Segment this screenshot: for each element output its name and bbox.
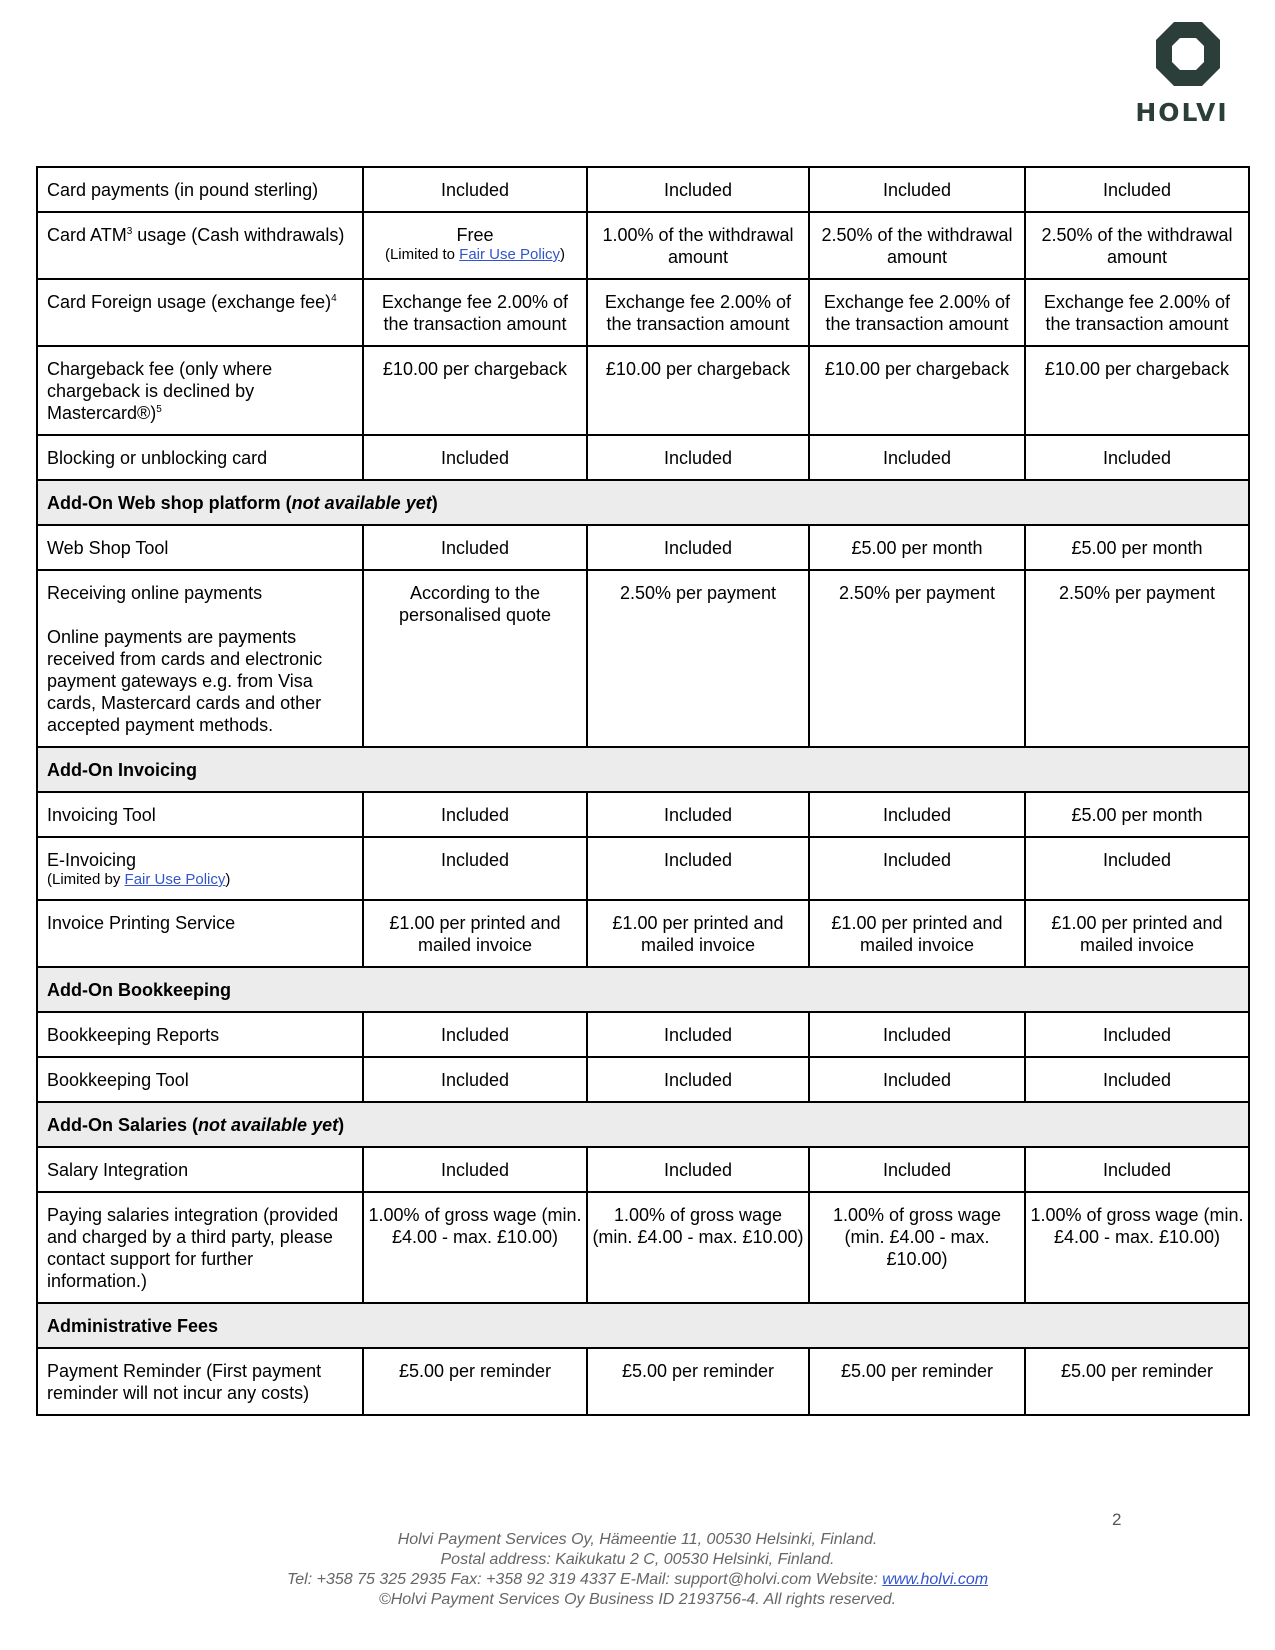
table-cell: Included (809, 1147, 1025, 1192)
table-cell: Included (363, 1057, 587, 1102)
table-cell: £5.00 per reminder (809, 1348, 1025, 1415)
table-cell: 1.00% of gross wage (min. £4.00 - max. £10.00) (363, 1192, 587, 1303)
footnote-ref: 4 (331, 293, 337, 304)
fair-use-policy-link[interactable]: Fair Use Policy (459, 246, 561, 263)
table-cell: 1.00% of gross wage (min. £4.00 - max. £10.00) (1025, 1192, 1249, 1303)
table-cell: Included (587, 1012, 809, 1057)
footer-address: Holvi Payment Services Oy, Hämeentie 11, 00530 Helsinki, Finland. (397, 1531, 878, 1548)
footnote-ref: 5 (156, 404, 162, 415)
table-cell: 1.00% of gross wage (min. £4.00 - max. £10.00) (809, 1192, 1025, 1303)
table-row (37, 1192, 1249, 1303)
table-cell: £5.00 per month (809, 525, 1025, 570)
logo-text: HOLVI (1135, 98, 1229, 127)
footer-copyright: ©Holvi Payment Services Oy Business ID 2193756-4. All rights reserved. (378, 1591, 897, 1608)
section-header-row (37, 1303, 1249, 1348)
table-row (37, 570, 1249, 747)
footer-postal: Postal address: Kaikukatu 2 C, 00530 Helsinki, Finland. (440, 1551, 835, 1568)
table-cell: Included (809, 1012, 1025, 1057)
table-cell: Included (587, 792, 809, 837)
table-cell: £5.00 per month (1025, 792, 1249, 837)
table-cell: Included (1025, 435, 1249, 480)
section-header-row (37, 747, 1249, 792)
table-cell: £5.00 per reminder (587, 1348, 809, 1415)
section-header-row (37, 1102, 1249, 1147)
table-row (37, 279, 1249, 346)
table-row (37, 1012, 1249, 1057)
row-label: Bookkeeping Reports (37, 1012, 363, 1057)
table-cell: 2.50% of the withdrawal amount (1025, 212, 1249, 279)
table-cell: £10.00 per chargeback (1025, 346, 1249, 435)
table-row (37, 212, 1249, 279)
table-cell: £5.00 per reminder (1025, 1348, 1249, 1415)
footer (0, 1530, 1275, 1610)
row-label: Salary Integration (37, 1147, 363, 1192)
table-cell: Included (363, 1012, 587, 1057)
section-header-row (37, 480, 1249, 525)
table-cell: £10.00 per chargeback (363, 346, 587, 435)
table-cell: Included (587, 525, 809, 570)
table-cell: Included (1025, 1012, 1249, 1057)
section-title: Add-On Web shop platform (not available yet) (37, 480, 1249, 525)
table-cell: Included (363, 792, 587, 837)
table-cell: 2.50% per payment (1025, 570, 1249, 747)
section-title: Add-On Salaries (not available yet) (37, 1102, 1249, 1147)
table-cell: 1.00% of gross wage (min. £4.00 - max. £10.00) (587, 1192, 809, 1303)
row-label: Invoice Printing Service (37, 900, 363, 967)
fair-use-policy-link[interactable]: Fair Use Policy (124, 871, 226, 888)
row-label: E-Invoicing (Limited by Fair Use Policy) (37, 837, 363, 900)
section-title: Administrative Fees (37, 1303, 1249, 1348)
section-header-row (37, 967, 1249, 1012)
row-label: Card payments (in pound sterling) (37, 167, 363, 212)
table-row (37, 435, 1249, 480)
table-cell: Included (809, 1057, 1025, 1102)
table-cell: £1.00 per printed and mailed invoice (1025, 900, 1249, 967)
table-cell: Included (1025, 167, 1249, 212)
table-cell: £5.00 per reminder (363, 1348, 587, 1415)
table-cell: Included (587, 167, 809, 212)
table-cell: £10.00 per chargeback (809, 346, 1025, 435)
row-label: Web Shop Tool (37, 525, 363, 570)
table-cell: Exchange fee 2.00% of the transaction amount (1025, 279, 1249, 346)
table-cell: Included (587, 1147, 809, 1192)
row-label: Card ATM$^3$ usage (Cash withdrawals) (37, 212, 363, 279)
table-cell: Included (1025, 1147, 1249, 1192)
table-cell: Free (Limited to Fair Use Policy) (363, 212, 587, 279)
website-link[interactable]: www.holvi.com (882, 1571, 989, 1588)
table-cell: Included (363, 167, 587, 212)
table-cell: 1.00% of the withdrawal amount (587, 212, 809, 279)
table-cell: £1.00 per printed and mailed invoice (809, 900, 1025, 967)
table-cell: Included (363, 837, 587, 900)
holvi-octagon-icon (1154, 20, 1222, 88)
section-title: Add-On Invoicing (37, 747, 1249, 792)
table-row (37, 525, 1249, 570)
table-cell: 2.50% per payment (587, 570, 809, 747)
table-cell: Included (363, 525, 587, 570)
table-row (37, 346, 1249, 435)
table-cell: Exchange fee 2.00% of the transaction amount (587, 279, 809, 346)
table-cell: Included (809, 167, 1025, 212)
row-note: Online payments are payments received from cards and electronic payment gateways e.g. from Visa cards, Mastercard cards and other accepted payment methods. (47, 627, 323, 735)
row-label: Paying salaries integration (provided and charged by a third party, please contact support for further information.) (37, 1192, 363, 1303)
table-cell: Included (809, 435, 1025, 480)
table-row (37, 1147, 1249, 1192)
table-cell: Included (363, 435, 587, 480)
footer-contact: Tel: +358 75 325 2935 Fax: +358 92 319 4337 E-Mail: support@holvi.com Website: www.holvi.com (286, 1571, 989, 1588)
table-row (37, 837, 1249, 900)
section-title: Add-On Bookkeeping (37, 967, 1249, 1012)
table-cell: Included (809, 837, 1025, 900)
table-cell: £1.00 per printed and mailed invoice (363, 900, 587, 967)
table-cell: Included (587, 837, 809, 900)
table-cell: £1.00 per printed and mailed invoice (587, 900, 809, 967)
row-label: Receiving online payments Online payments are payments received from cards and electronic payment gateways e.g. from Visa cards, Mastercard cards and other accepted payment methods. (37, 570, 363, 747)
fees-table (36, 166, 1250, 1416)
table-cell: Included (809, 792, 1025, 837)
table-cell: £5.00 per month (1025, 525, 1249, 570)
table-cell: Included (587, 1057, 809, 1102)
table-row (37, 1057, 1249, 1102)
row-label: Card Foreign usage (exchange fee)$^4$ (37, 279, 363, 346)
holvi-logo (1135, 20, 1238, 127)
table-cell: £10.00 per chargeback (587, 346, 809, 435)
table-row (37, 900, 1249, 967)
table-cell: 2.50% of the withdrawal amount (809, 212, 1025, 279)
page-number: 2 (1112, 1510, 1122, 1529)
table-cell: Included (1025, 837, 1249, 900)
row-label: Chargeback fee (only where chargeback is declined by Mastercard®)$^5$ (37, 346, 363, 435)
table-row (37, 792, 1249, 837)
table-row (37, 167, 1249, 212)
table-cell: Included (1025, 1057, 1249, 1102)
table-cell: According to the personalised quote (363, 570, 587, 747)
table-cell: Included (363, 1147, 587, 1192)
table-row (37, 1348, 1249, 1415)
row-label: Blocking or unblocking card (37, 435, 363, 480)
row-label: Invoicing Tool (37, 792, 363, 837)
table-cell: Exchange fee 2.00% of the transaction amount (363, 279, 587, 346)
row-label: Payment Reminder (First payment reminder will not incur any costs) (37, 1348, 363, 1415)
row-label: Bookkeeping Tool (37, 1057, 363, 1102)
footnote-ref: 3 (126, 226, 133, 237)
table-cell: Exchange fee 2.00% of the transaction amount (809, 279, 1025, 346)
table-cell: 2.50% per payment (809, 570, 1025, 747)
table-cell: Included (587, 435, 809, 480)
